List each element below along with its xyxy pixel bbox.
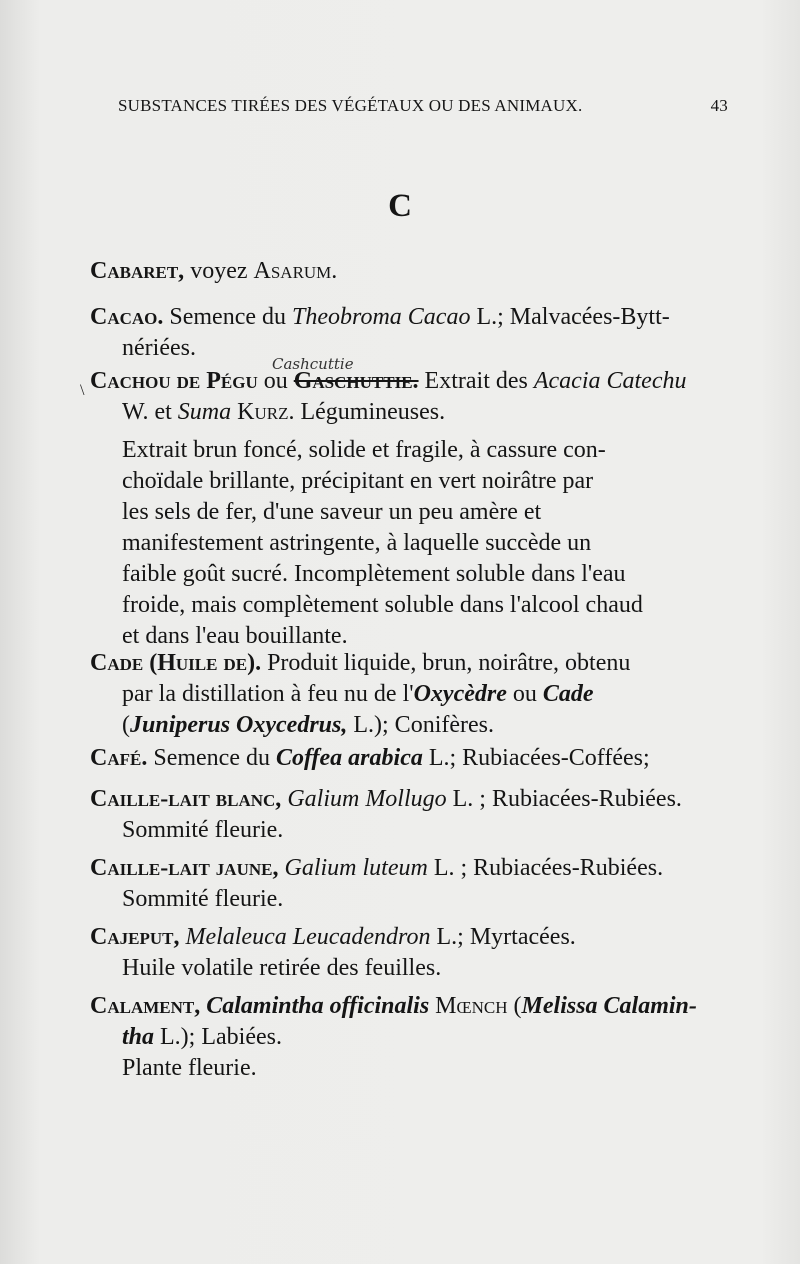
struck-term: Gaschuttie. [293,368,419,394]
entry-head: Caille-lait jaune, [90,855,279,881]
species-name: Melissa Calamin- [521,993,697,1019]
description-line: Extrait brun foncé, solide et fragile, à cassure con- [122,437,606,463]
entry-text: Légumineuses. [294,399,446,425]
entry-continuation: nériées. [122,335,196,361]
entry-head: Caille-lait blanc, [90,786,282,812]
species-name: Cade [542,681,594,707]
entry-text: L. ; Rubiacées-Rubiées. [446,786,682,812]
page-number: 43 [710,96,728,115]
description-line: faible goût sucré. Incomplètement soluble dans l'eau [122,561,626,587]
entry-text: L. ; Rubiacées-Rubiées. [427,855,664,881]
entry-text: L.; Malvacées-Bytt- [470,304,670,330]
author-name: Kurz. [231,399,295,425]
entry-text: ou [506,681,543,707]
entry-text: Semence du [147,745,276,771]
entry-continuation: Plante fleurie. [122,1055,257,1081]
entry-text: voyez [184,258,254,284]
entry-continuation: Huile volatile retirée des feuilles. [122,955,442,981]
entry-continuation: Sommité fleurie. [122,817,284,843]
entry-cajeput [90,922,720,984]
entry-text: W. et [122,399,178,425]
species-name: Galium luteum [278,855,428,881]
entry-head: Café. [90,745,148,771]
description-line: les sels de fer, d'une saveur un peu amère et [122,499,542,525]
entry-caille-lait-blanc [90,784,720,846]
species-name: Theobroma Cacao [292,304,471,330]
entry-caille-lait-jaune [90,853,720,915]
section-letter: C [388,188,412,224]
entry-cabaret [90,256,720,287]
entry-text: ( [507,993,522,1019]
species-name: Suma [177,399,232,425]
description-line: manifestement astringente, à laquelle succède un [122,530,592,556]
entry-text: ( [122,712,130,738]
entry-text: Semence du [163,304,293,330]
species-name: Melaleuca Leucadendron [179,924,431,950]
species-name: Galium Mollugo [281,786,447,812]
entry-head: Cacao. [90,304,164,330]
entry-cacao [90,302,720,364]
species-name: tha [122,1024,155,1050]
running-title: SUBSTANCES TIRÉES DES VÉGÉTAUX OU DES ANIMAUX. [118,96,583,115]
entry-head: Cachou de Pégu [90,368,258,394]
entry-head: Cajeput, [90,924,180,950]
entry-text: par la distillation à feu nu de l' [122,681,414,707]
entry-head: Cabaret, [90,258,185,284]
entry-head: Cade (Huile de). [90,650,262,676]
entry-text: Produit liquide, brun, noirâtre, obtenu [261,650,631,676]
entry-continuation: Sommité fleurie. [122,886,284,912]
entry-cachou [90,366,720,652]
entry-text: ou [257,368,294,394]
entry-text: Extrait des [418,368,534,394]
cross-reference: Asarum. [253,258,338,284]
entry-text: L.); Labiées. [154,1024,282,1050]
author-name: Mœnch [429,993,508,1019]
entry-text: L.; Myrtacées. [430,924,576,950]
species-name: Coffea arabica [275,745,423,771]
margin-mark: \ [80,382,85,399]
handwritten-note: Cashcuttie [272,355,354,373]
species-name: Oxycèdre [413,681,507,707]
description-line: et dans l'eau bouillante. [122,623,348,649]
species-name: Acacia Catechu [533,368,687,394]
species-name: Calamintha officinalis [200,993,430,1019]
entry-text: L.); Conifères. [347,712,494,738]
entry-text: L.; Rubiacées-Coffées; [422,745,650,771]
entry-head: Calament, [90,993,201,1019]
entry-calament [90,991,720,1084]
species-name: Juniperus Oxycedrus, [130,712,348,738]
entry-cafe [90,743,720,774]
description-line: froide, mais complètement soluble dans l'alcool chaud [122,592,643,618]
description-line: choïdale brillante, précipitant en vert noirâtre par [122,468,594,494]
entry-cade [90,648,720,741]
